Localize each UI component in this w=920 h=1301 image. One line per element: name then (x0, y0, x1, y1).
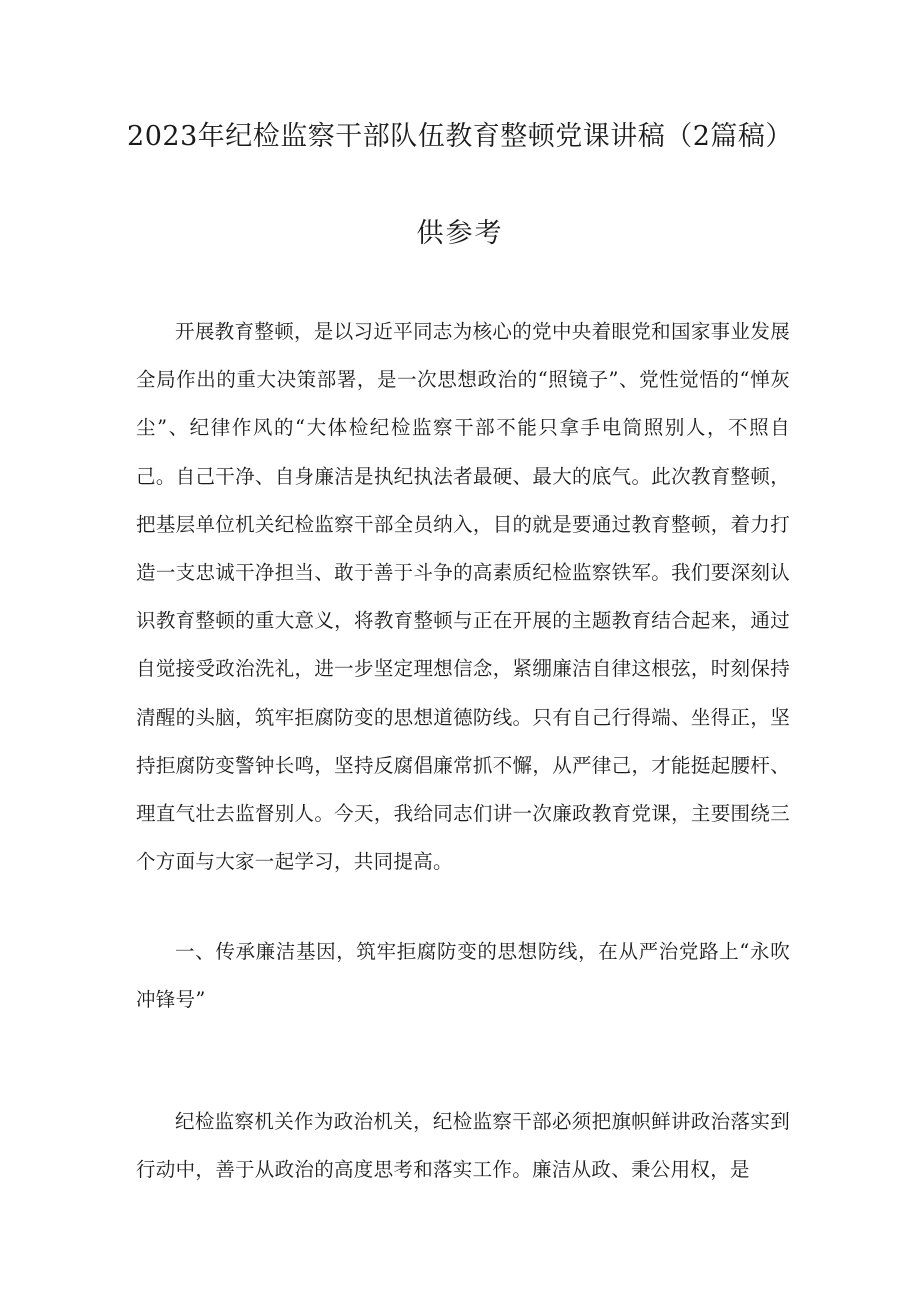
body-paragraph-intro: 开展教育整顿，是以习近平同志为核心的党中央着眼党和国家事业发展全局作出的重大决策部署，是一次思想政治的“照镜子”、党性觉悟的“惮灰尘”、纪律作风的“大体检纪检监察干部不能只拿手电筒照别人，不照自己。自己干净、自身廉洁是执纪执法者最硬、最大的底气。此次教育整顿，把基层单位机关纪检监察干部全员纳入，目的就是要通过教育整顿，着力打造一支忠诚干净担当、敢于善于斗争的高素质纪检监察铁军。我们要深刻认识教育整顿的重大意义，将教育整顿与正在开展的主题教育结合起来，通过自觉接受政治洗礼，进一步坚定理想信念，紧绷廉洁自律这根弦，时刻保持清醒的头脑，筑牢拒腐防变的思想道德防线。只有自己行得端、坐得正，坚持拒腐防变警钟长鸣，坚持反腐倡廉常抓不懈，从严律己，才能挺起腰杆、理直气壮去监督别人。今天，我给同志们讲一次廉政教育党课，主要围绕三个方面与大家一起学习，共同提高。 (136, 320, 790, 874)
document-title: 2023年纪检监察干部队伍教育整顿党课讲稿（2篇稿） (127, 121, 793, 152)
section-heading-1: 一、传承廉洁基因，筑牢拒腐防变的思想防线，在从严治党路上“永吹冲锋号” (136, 940, 790, 1012)
body-paragraph-section-1: 纪检监察机关作为政治机关，纪检监察干部必须把旗帜鲜讲政治落实到行动中，善于从政治的高度思考和落实工作。廉洁从政、秉公用权，是 (136, 1110, 790, 1182)
document-subtitle: 供参考 (416, 218, 504, 249)
